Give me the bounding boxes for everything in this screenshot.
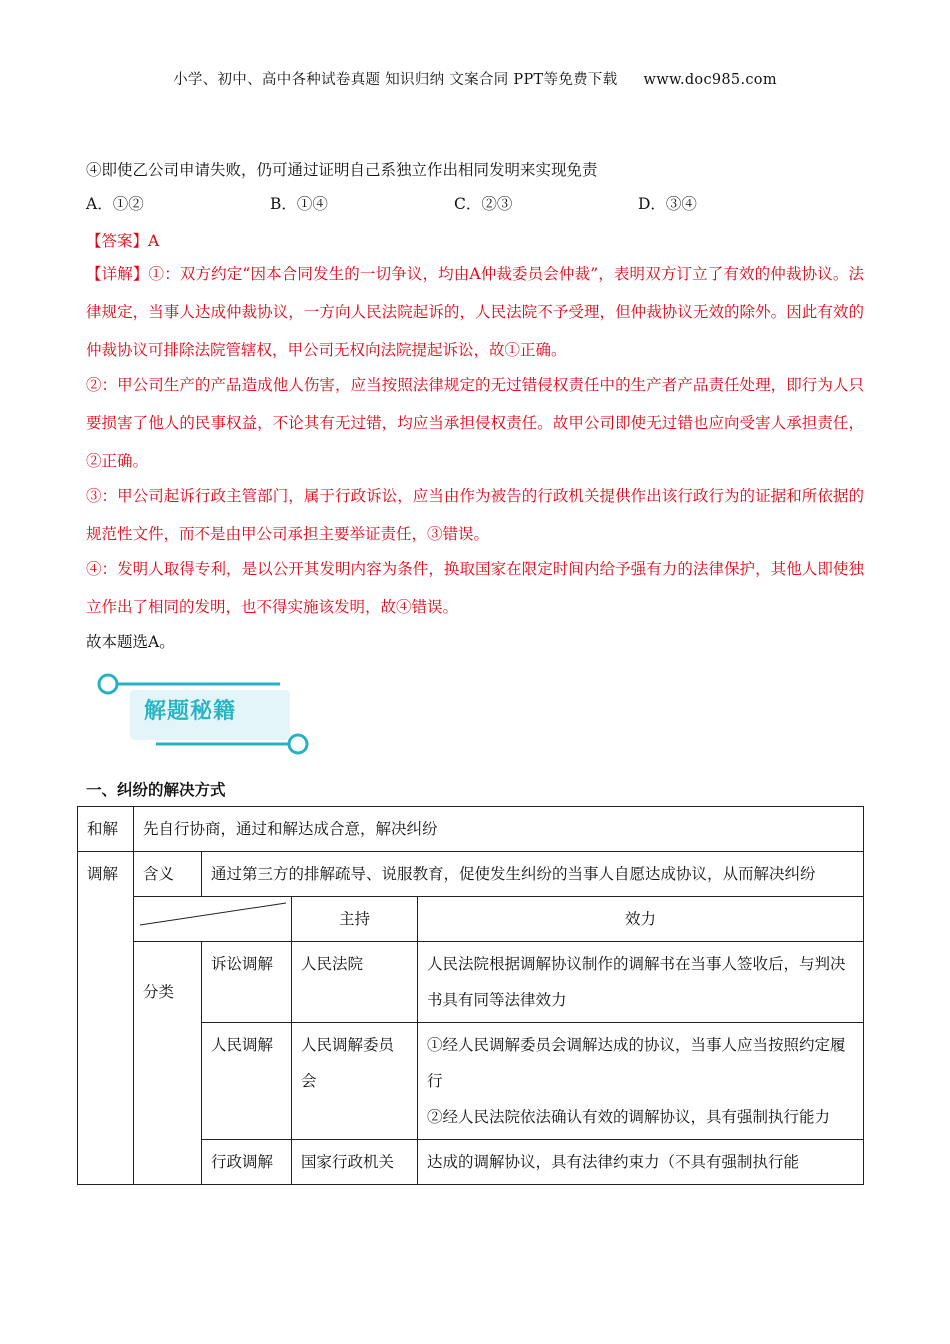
category-label bbox=[134, 942, 202, 1185]
table-row bbox=[78, 897, 864, 942]
section-title: 一、纠纷的解决方式 bbox=[86, 781, 226, 799]
conclusion: 故本题选A。 bbox=[86, 633, 175, 651]
effect-line-2: ②经人民法院依法确认有效的调解协议，具有强制执行能力 bbox=[427, 1108, 831, 1126]
meaning-label: 含义 bbox=[134, 852, 202, 897]
category-label-text: 分类 bbox=[143, 983, 175, 1001]
banner-title: 解题秘籍 bbox=[144, 699, 237, 724]
table-row bbox=[78, 807, 864, 852]
meaning-content: 通过第三方的排解疏导、说服教育，促使发生纠纷的当事人自愿达成协议，从而解决纠纷 bbox=[202, 852, 864, 897]
effect-cell bbox=[418, 1023, 864, 1140]
diagonal-header-cell bbox=[134, 897, 292, 942]
effect-cell: 人民法院根据调解协议制作的调解书在当事人签收后，与判决书具有同等法律效力 bbox=[418, 942, 864, 1023]
effect-line-1: ①经人民调解委员会调解达成的协议，当事人应当按照约定履行 bbox=[427, 1036, 846, 1090]
column-effect-header: 效力 bbox=[418, 897, 864, 942]
hejie-label: 和解 bbox=[78, 807, 134, 852]
tiaojie-label: 调解 bbox=[78, 852, 134, 1185]
option-a: A．①② bbox=[86, 195, 144, 213]
type-cell: 行政调解 bbox=[202, 1140, 292, 1185]
column-host-header: 主持 bbox=[292, 897, 418, 942]
explanation-paragraph-3: ③：甲公司起诉行政主管部门，属于行政诉讼，应当由作为被告的行政机关提供作出该行政行为的证据和所依据的规范性文件，而不是由甲公司承担主要举证责任，③错误。 bbox=[86, 487, 864, 543]
explanation-paragraph-4: ④：发明人取得专利，是以公开其发明内容为条件，换取国家在限定时间内给予强有力的法律保护，其他人即使独立作出了相同的发明，也不得实施该发明，故④错误。 bbox=[86, 560, 864, 616]
dispute-resolution-table bbox=[77, 806, 864, 1185]
hejie-content: 先自行协商，通过和解达成合意，解决纠纷 bbox=[134, 807, 864, 852]
header-text: 小学、初中、高中各种试卷真题 知识归纳 文案合同 PPT等免费下载 bbox=[173, 72, 618, 88]
type-cell: 人民调解 bbox=[202, 1023, 292, 1140]
option-d: D．③④ bbox=[638, 195, 697, 213]
diagonal-line bbox=[134, 897, 292, 931]
question-item-4: ④即使乙公司申请失败，仍可通过证明自己系独立作出相同发明来实现免责 bbox=[86, 161, 598, 179]
answer-value: A bbox=[148, 232, 160, 250]
option-b: B．①④ bbox=[270, 195, 328, 213]
host-cell: 人民法院 bbox=[292, 942, 418, 1023]
host-cell: 国家行政机关 bbox=[292, 1140, 418, 1185]
answer-label: 【答案】 bbox=[86, 232, 149, 250]
header-site: www.doc985.com bbox=[643, 72, 777, 88]
answer-line bbox=[86, 229, 159, 251]
option-c: C．②③ bbox=[454, 195, 513, 213]
page-header bbox=[0, 68, 950, 89]
table-row bbox=[78, 852, 864, 897]
table-row bbox=[78, 942, 864, 1023]
type-cell: 诉讼调解 bbox=[202, 942, 292, 1023]
effect-cell: 达成的调解协议，具有法律约束力（不具有强制执行能 bbox=[418, 1140, 864, 1185]
explanation-paragraph-1: 【详解】①：双方约定“因本合同发生的一切争议，均由A仲裁委员会仲裁”，表明双方订立了有效的仲裁协议。法律规定，当事人达成仲裁协议，一方向人民法院起诉的，人民法院不予受理，但仲裁协议无效的除外。因此有效的仲裁协议可排除法院管辖权，甲公司无权向法院提起诉讼，故①正确。 bbox=[86, 265, 864, 359]
explanation-paragraph-2: ②：甲公司生产的产品造成他人伤害，应当按照法律规定的无过错侵权责任中的生产者产品责任处理，即行为人只要损害了他人的民事权益，不论其有无过错，均应当承担侵权责任。故甲公司即使无过错也应向受害人承担责任，②正确。 bbox=[86, 376, 864, 470]
host-cell: 人民调解委员会 bbox=[292, 1023, 418, 1140]
